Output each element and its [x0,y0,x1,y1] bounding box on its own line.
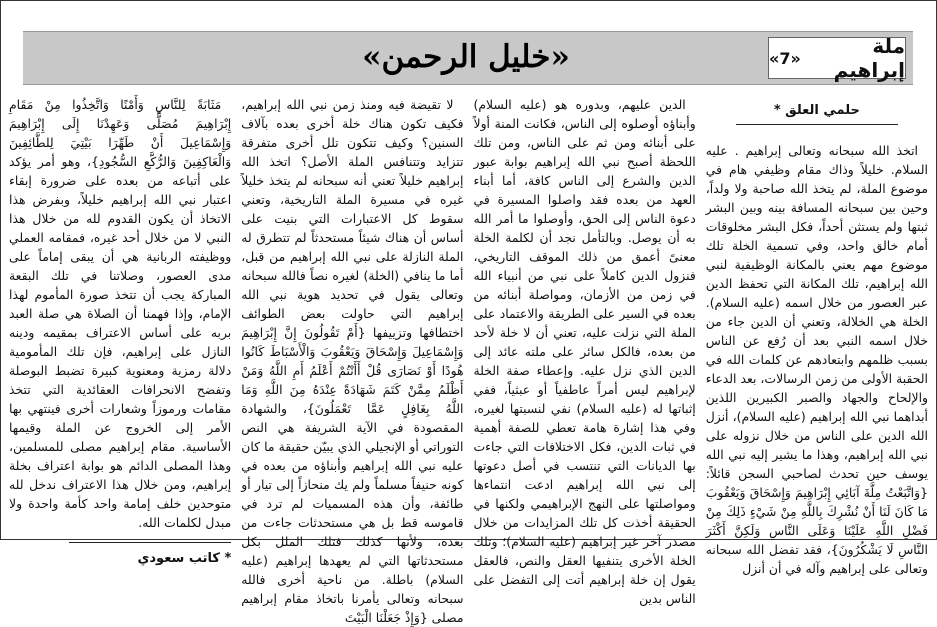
column-4 [9,95,232,566]
author-footnote: * كاتب سعودي [69,542,231,568]
column-2 [473,95,696,606]
series-number: «7» [769,48,801,68]
column-text: اتخذ الله سبحانه وتعالى إبراهيم . عليه السلام. خليلاً وذاك مقام وظيفي هام في موضوع الملة، لم يتخذ الله صاحبة ولا ولداً، وحين بين سبحانه المسافة بينه وبين البشر ثبتها ولم يستثن أحداً، فكل البشر مخلوقات أمام خالق واحد، وفي تسمية الخلة تلك موضوع مهم يعني بالمكانة الوظيفية لنبي الله إبراهيم، تلك المكانة التي تحفظ الدين عبر العصور من خلال اسمه (عليه السلام). الخلة هي الخلالة، وتعني أن الدين جاء من خلال اسمه النبي بعد أن رُفع عن الناس بسبب ظلمهم وابتعادهم عن كلمات الله في الحقبة الأولى من زمن الرسالات، بعد الدعاء والإلحاح والجهاد والصبر الكبيرين اللذين أبداهما نبي الله إبراهيم (عليه السلام)، أنزل الله الدين على الناس من خلال نزوله على نبي الله إبراهيم، وهذا ما يشير إليه نبي الله يوسف حين تحدث لصاحبي السجن قائلاً: {وَاتَّبَعْتُ مِلَّةَ آبَائِي إِبْرَاهِيمَ وَإِسْحَاقَ وَيَعْقُوبَ مَا كَانَ لَنَا أَنْ نُشْرِكَ بِاللَّهِ مِنْ شَيْءٍ ذَلِكَ مِنْ فَضْلِ اللَّهِ عَلَيْنَا وَعَلَى النَّاسِ وَلَكِنَّ أَكْثَرَ النَّاسِ لَا يَشْكُرُونَ}، فقد تفضل الله سبحانه وتعالى على إبراهيم وآله في أن أنزل [705,143,928,576]
column-text: الدين عليهم، وبدوره هو (عليه السلام) وأبناؤه أوصلوه إلى الناس، فكانت المنة أولاً على أبنائه ومن ثم على الناس، ومن تلك اللحظة أصبح نبي الله إبراهيم بوابة عبور الدين والشرع إلى الناس كافة، أما أبناء العهد من بعده فقد واصلوا المسيرة في دعوة الناس إلى الحق، وأوصلوا ما أمر الله به أن يوصل. وبالتأمل نجد أن لكلمة الخلة معنىً أعمق من ذلك الموقف التاريخي، فنزول الدين كاملاً على نبي من أنبياء الله في زمن من الأزمان، ومواصلة أبنائه من بعده في السير على الطريقة والاعتماد على الملة التي نزلت عليه، تعني أن لا خلة لأحد من بعده، فالكل سائر على ملته عائد إلى الدين الذي نزل عليه. وإعطاء صفة الخلة لإبراهيم ليس أمراً عاطفياً أو عبثياً، ففي إثباتها له (عليه السلام) نفي لنسبتها لغيره، وفي هذا إشارة هامة تعطي للصفة أهمية في ثبات الدين، فكل الاختلافات التي جاءت بها الديانات التي تنتسب في أصل دعوتها إلى نبي الله إبراهيم ادعت انتماءها ومواصلتها على النهج الإبراهيمي ولكنها في الحقيقة أخذت كل تلك المزايدات من خلال مصدر آخر غير إبراهيم (عليه السلام)؛ وتلك الخلة الأخرى يتنفيها العقل والنص، فالعقل يقول إن خلة إبراهيم أتت إلى التفضل على الناس بدين [473,97,696,606]
series-box [768,34,906,82]
author-byline: حلمي العلق * [736,101,898,125]
column-1 [705,95,928,576]
column-3 [241,95,464,625]
column-text: مَثَابَةً لِلنَّاسِ وَأَمْنًا وَاتَّخِذُوا مِنْ مَقَامِ إِبْرَاهِيمَ مُصَلًّى وَعَهِدْنَا إِلَى إِبْرَاهِيمَ وَإِسْمَاعِيلَ أَنْ طَهِّرَا بَيْتِيَ لِلطَّائِفِينَ وَالْعَاكِفِينَ وَالرُّكَّعِ السُّجُودِ}، وهو أمر يؤكد على أتباعه من بعده على ضرورة إبقاء اعتبار نبي الله إبراهيم خليلاً، وبفرض هذا الاتخاذ أن يكون القدوم لله من خلال هذا النبي لا من خلال أحد غيره، فمقامه العملي ووظيفته الربانية هي أن يبقى إماماً على مدى العصور، وصلاتنا في تلك البقعة المباركة يجب أن تتخذ صورة المأموم لهذا الإمام، وإذا فهمنا أن الصلاة هي صلة العبد بربه على أساس الاعتراف بمقيمه ودينه النازل على إبراهيم، فإن تلك المأمومية دلالة رمزية ومعنوية كبيرة تضبط البوصلة وتفضح الانحرافات العقائدية التي تتخذ مقامات ورموزاً وشعارات أخرى فينتهي بها الأمر إلى الخروج عن الملة وقيمها الأساسية. مقام إبراهيم مصلى للمسلمين، وهذا المصلى الدائم هو بوابة اعتراف بخلة إبراهيم، ومن خلال هذا الاعتراف ندخل لله متوحدين خلف إمامة واحد كأمة واحدة ولا مبدل لكلمات الله. [9,97,232,530]
column-text: لا تقيضة فيه ومنذ زمن نبي الله إبراهيم، فكيف تكون هناك خلة أخرى بعده بآلاف السنين؟ وكيف تتكون تلل أخرى متفرقة تتزايد وتتنافس الملة الأصل؟ اتخذ الله إبراهيم خليلاً تعني أنه سبحانه لم يتخذ خليلاً غيره في مسيرة الملة التاريخية، وتعني سقوط كل الاعتبارات التي بنيت على أساس أن هناك شيئاً مستحدثاً لم تتطرق له الملة النازلة على نبي الله إبراهيم من قبل، أما ما ينافي (الخلة) لغيره نصاً فالله سبحانه وتعالى يقول في تحديد هوية نبي الله إبراهيم التي حاولت بعض الطوائف اختطافها وتزييفها {أَمْ تَقُولُونَ إِنَّ إِبْرَاهِيمَ وَإِسْمَاعِيلَ وَإِسْحَاقَ وَيَعْقُوبَ وَالْأَسْبَاطَ كَانُوا هُودًا أَوْ نَصَارَى قُلْ أَأَنْتُمْ أَعْلَمُ أَمِ اللَّهُ وَمَنْ أَظْلَمُ مِمَّنْ كَتَمَ شَهَادَةً عِنْدَهُ مِنَ اللَّهِ وَمَا اللَّهُ بِغَافِلٍ عَمَّا تَعْمَلُونَ}، والشهادة المقصودة في الآية الشريفة هي النص التوراتي أو الإنجيلي الذي يبيّن حقيقة ما كان عليه نبي الله إبراهيم وأبناؤه من بعده في كونه حنيفاً مسلماً ولم يك منحازاً إلى تيار أو طائفة، وأن هذه المسميات لم ترد في قاموسه قط بل هي مستحدثات جاءت من بعده، ولأنها كذلك فتلك الملل بكل مستحدثاتها التي لم يعهدها إبراهيم (عليه السلام) باطلة. من ناحية أخرى فالله سبحانه وتعالى يأمرنا باتخاذ مقام إبراهيم مصلى {وَإِذْ جَعَلْنَا الْبَيْتَ [241,97,464,625]
article-title: «خليل الرحمن» [362,39,570,75]
series-label: ملة إبراهيم [833,34,905,82]
article-columns [9,95,928,625]
